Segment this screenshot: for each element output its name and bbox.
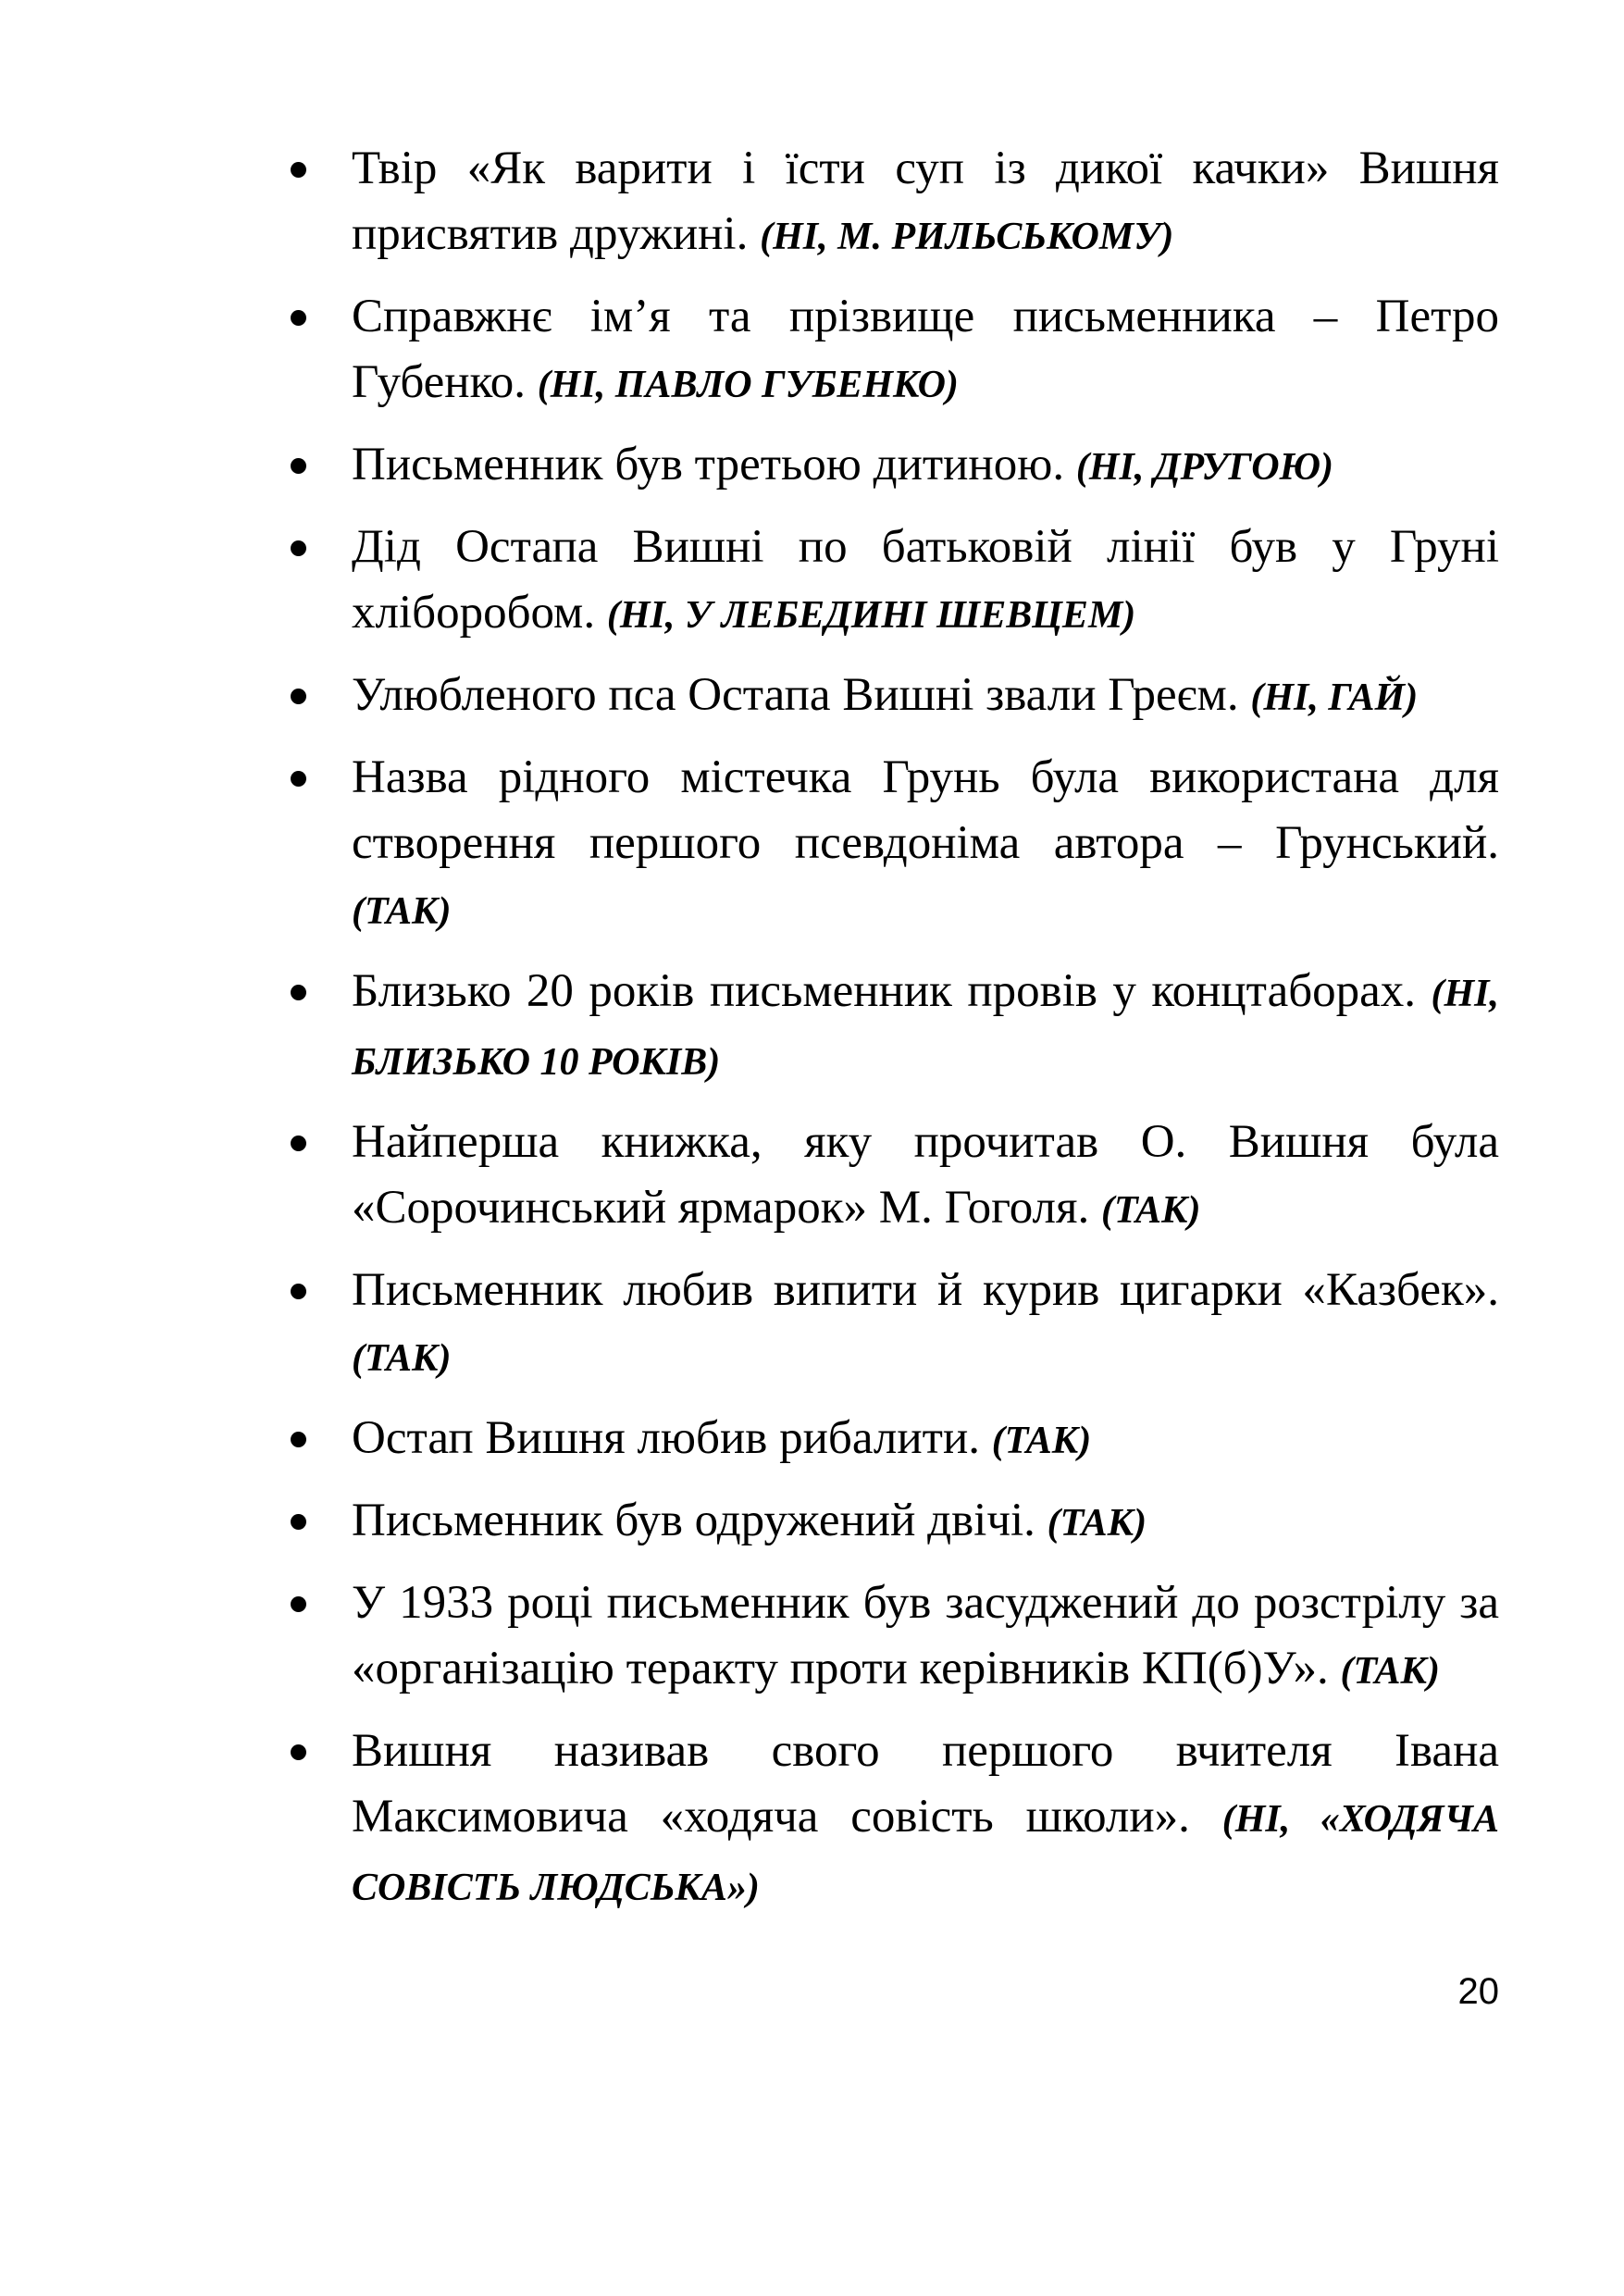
- answer-text: (НІ, ПАВЛО ГУБЕНКО): [537, 364, 959, 406]
- answer-text: (НІ, ГАЙ): [1250, 676, 1419, 719]
- statement-text: Назва рідного містечка Грунь була використана для створення першого псевдоніма автора – Грунський.: [352, 751, 1499, 869]
- list-item: [268, 284, 1499, 418]
- bullet-icon: [291, 985, 306, 1000]
- bullet-icon: [291, 1596, 306, 1612]
- bullet-icon: [291, 689, 306, 704]
- answer-text: (ТАК): [352, 890, 452, 933]
- statement-list: [268, 136, 1499, 1935]
- list-item: [268, 663, 1499, 731]
- statement-text: Справжнє ім’я та прізвище письменника – Петро Губенко.: [352, 291, 1499, 408]
- answer-text: (ТАК): [1047, 1502, 1147, 1545]
- bullet-icon: [291, 1514, 306, 1530]
- answer-text: (НІ, У ЛЕБЕДИНІ ШЕВЦЕМ): [606, 594, 1136, 637]
- list-item: [268, 1719, 1499, 1921]
- answer-text: (НІ, ДРУГОЮ): [1075, 446, 1333, 489]
- statement-text: Письменник любив випити й курив цигарки «Казбек».: [352, 1264, 1499, 1316]
- bullet-icon: [291, 771, 306, 787]
- answer-text: (ТАК): [991, 1420, 1092, 1462]
- list-item: [268, 515, 1499, 649]
- statement-text: Письменник був одружений двічі.: [352, 1495, 1035, 1546]
- bullet-icon: [291, 1136, 306, 1151]
- answer-text: (НІ, «ХОДЯЧА СОВІСТЬ ЛЮДСЬКА»): [352, 1798, 1499, 1909]
- bullet-icon: [291, 162, 306, 178]
- list-item: [268, 1406, 1499, 1474]
- statement-text: Твір «Як варити і їсти суп із дикої качки» Вишня присвятив дружині.: [352, 143, 1499, 260]
- statement-text: Близько 20 років письменник провів у концтаборах.: [352, 965, 1417, 1017]
- bullet-icon: [291, 310, 306, 326]
- answer-text: (НІ, БЛИЗЬКО 10 РОКІВ): [352, 973, 1500, 1084]
- bullet-icon: [291, 1744, 306, 1760]
- answer-text: (ТАК): [1100, 1189, 1201, 1232]
- list-item: [268, 136, 1499, 270]
- statement-text: Дід Остапа Вишні по батьковій лінії був у Груні хліборобом.: [352, 521, 1499, 639]
- list-item: [268, 1488, 1499, 1557]
- answer-text: (НІ, М. РИЛЬСЬКОМУ): [760, 216, 1174, 258]
- statement-text: Вишня називав свого першого вчителя Івана Максимовича «ходяча совість школи».: [352, 1725, 1499, 1843]
- bullet-icon: [291, 458, 306, 474]
- bullet-icon: [291, 1284, 306, 1299]
- answer-text: (ТАК): [352, 1337, 452, 1380]
- statement-text: У 1933 році письменник був засуджений до розстрілу за «організацію теракту проти керівників КП(б)У».: [352, 1577, 1499, 1694]
- list-item: [268, 745, 1499, 945]
- answer-text: (ТАК): [1340, 1650, 1440, 1693]
- statement-text: Письменник був третьою дитиною.: [352, 439, 1065, 490]
- list-item: [268, 1258, 1499, 1392]
- statement-text: Найперша книжка, яку прочитав О. Вишня була «Сорочинський ярмарок» М. Гоголя.: [352, 1116, 1499, 1234]
- list-item: [268, 1110, 1499, 1244]
- list-item: [268, 959, 1499, 1096]
- page-number: 20: [1457, 1971, 1499, 2012]
- list-item: [268, 1570, 1499, 1705]
- list-item: [268, 432, 1499, 501]
- bullet-icon: [291, 540, 306, 556]
- statement-text: Остап Вишня любив рибалити.: [352, 1412, 980, 1464]
- bullet-icon: [291, 1432, 306, 1447]
- statement-text: Улюбленого пса Остапа Вишні звали Греєм.: [352, 669, 1239, 721]
